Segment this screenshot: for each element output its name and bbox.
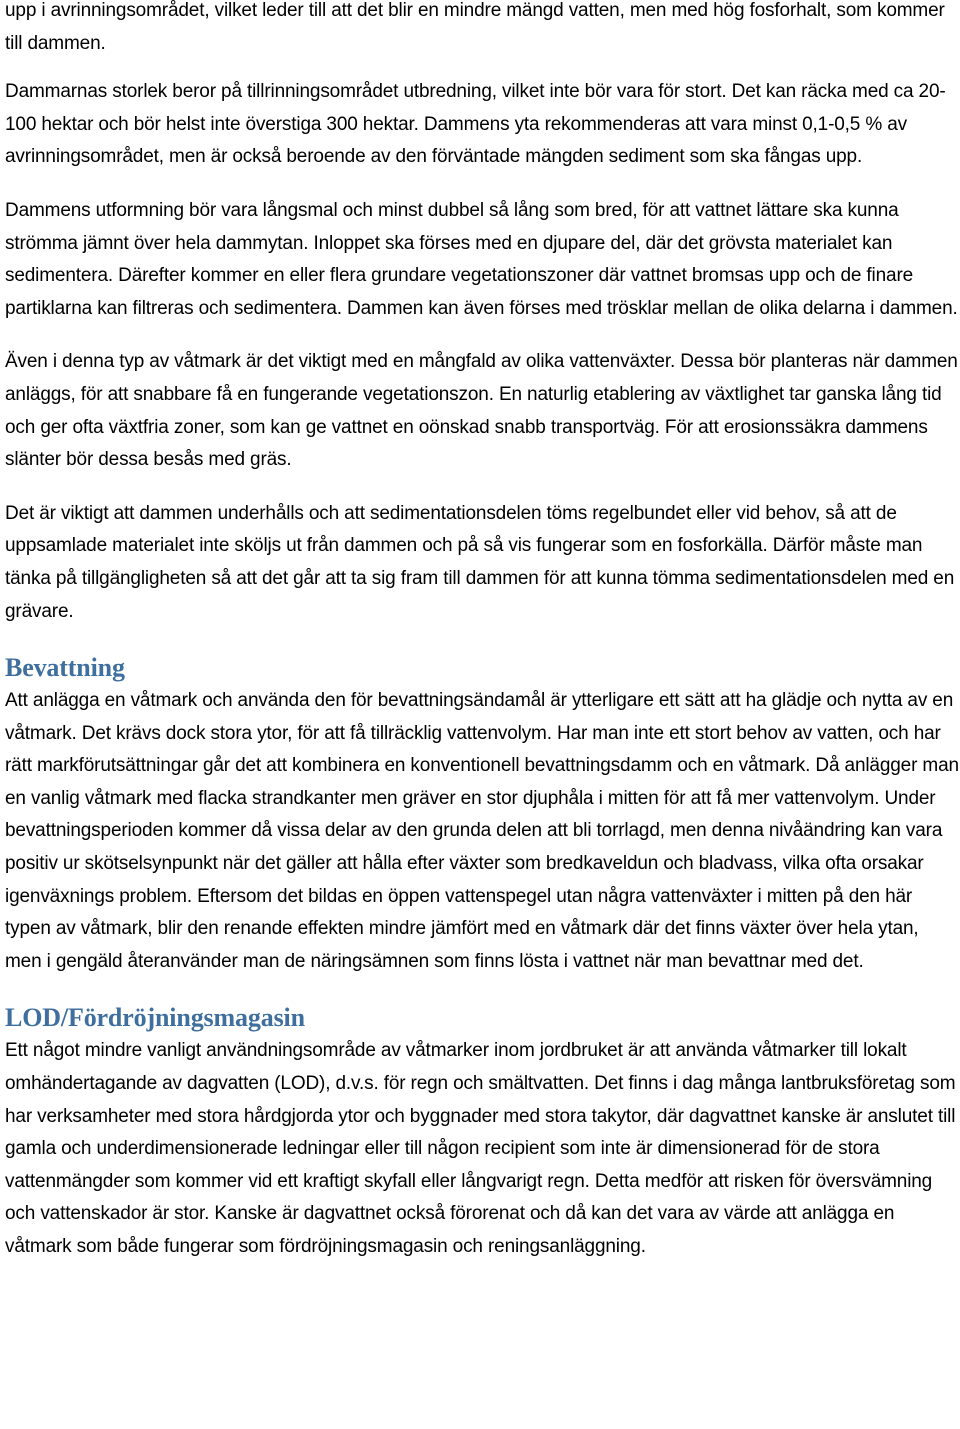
- document-page: [5, 0, 960, 1264]
- paragraph-lod: Ett något mindre vanligt användningsområde av våtmarker inom jordbruket är att använda våtmarker till lokalt omhändertagande av dagvatten (LOD), d.v.s. för regn och smältvatten. Det finns i dag många lantbruksföretag som har verksamheter med stora hårdgjorda ytor och byggnader med stora takytor, där dagvattnet kanske är anslutet till gamla och underdimensionerade ledningar eller till någon recipient som inte är dimensionerad för de stora vattenmängder som kommer vid ett kraftigt skyfall eller långvarigt regn. Detta medför att risken för översvämning och vattenskador är stor. Kanske är dagvattnet också förorenat och då kan det vara av värde att anlägga en våtmark som både fungerar som fördröjningsmagasin och reningsanläggning.: [5, 1040, 956, 1257]
- section-heading-lod: LOD/Fördröjningsmagasin: [5, 1003, 305, 1033]
- section-heading-bevattning: Bevattning: [5, 653, 125, 683]
- paragraph-intro-continuation: upp i avrinningsområdet, vilket leder till att det blir en mindre mängd vatten, men med hög fosforhalt, som kommer till dammen.: [5, 0, 945, 54]
- paragraph-vegetation: Även i denna typ av våtmark är det viktigt med en mångfald av olika vattenväxter. Dessa bör planteras när dammen anläggs, för att snabbare få en fungerande vegetationszon. En naturlig etablering av växtlighet tar ganska lång tid och ger ofta växtfria zoner, som kan ge vattnet en oönskad snabb transportväg. För att erosionssäkra dammens slänter bör dessa besås med gräs.: [5, 351, 958, 471]
- paragraph-pond-size: Dammarnas storlek beror på tillrinningsområdet utbredning, vilket inte bör vara för stort. Det kan räcka med ca 20-100 hektar och bör helst inte överstiga 300 hektar. Dammens yta rekommenderas att vara minst 0,1-0,5 % av avrinningsområdet, men är också beroende av den förväntade mängden sediment som ska fångas upp.: [5, 81, 946, 168]
- paragraph-bevattning: Att anlägga en våtmark och använda den för bevattningsändamål är ytterligare ett sätt att ha glädje och nytta av en våtmark. Det krävs dock stora ytor, för att få tillräcklig vattenvolym. Har man inte ett stort behov av vatten, och har rätt markförutsättningar går det att kombinera en konventionell bevattningsdamm och en våtmark. Då anlägger man en vanlig våtmark med flacka strandkanter men gräver en stor djuphåla i mitten för att få mer vattenvolym. Under bevattningsperioden kommer då vissa delar av den grunda delen att bli torrlagd, men denna nivåändring kan vara positiv ur skötselsynpunkt när det gäller att hålla efter växter som bredkaveldun och bladvass, vilka ofta orsakar igenväxnings problem. Eftersom det bildas en öppen vattenspegel utan några vattenväxter i mitten på den här typen av våtmark, blir den renande effekten mindre jämfört med en våtmark där det finns växter över hela ytan, men i gengäld återanvänder man de näringsämnen som finns lösta i vattnet när man bevattnar med det.: [5, 690, 959, 972]
- paragraph-pond-design: Dammens utformning bör vara långsmal och minst dubbel så lång som bred, för att vattnet lättare ska kunna strömma jämnt över hela dammytan. Inloppet ska förses med en djupare del, där det grövsta materialet kan sedimentera. Därefter kommer en eller flera grundare vegetationszoner där vattnet bromsas upp och de finare partiklarna kan filtreras och sedimentera. Dammen kan även förses med trösklar mellan de olika delarna i dammen.: [5, 199, 958, 319]
- paragraph-maintenance: Det är viktigt att dammen underhålls och att sedimentationsdelen töms regelbundet eller vid behov, så att de uppsamlade materialet inte sköljs ut från dammen och på så vis fungerar som en fosforkälla. Därför måste man tänka på tillgängligheten så att det går att ta sig fram till dammen för att kunna tömma sedimentationsdelen med en grävare.: [5, 502, 955, 622]
